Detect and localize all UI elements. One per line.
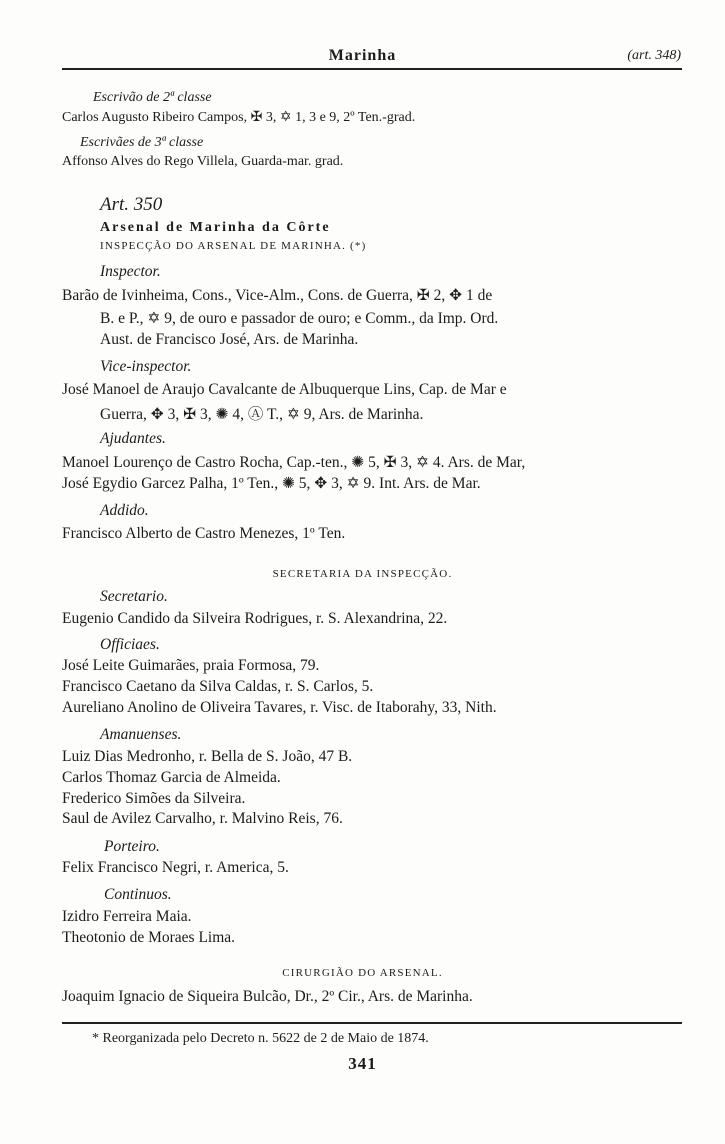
entry-eugenio-candido: Eugenio Candido da Silveira Rodrigues, r. S. Alexandrina, 22. xyxy=(62,610,448,627)
article-title: Arsenal de Marinha da Côrte xyxy=(100,220,331,235)
entry-manoel-lourenco: Manoel Lourenço de Castro Rocha, Cap.-ten., ✺ 5, ✠ 3, ✡ 4. Ars. de Mar, xyxy=(62,454,526,471)
entry-frederico-simoes: Frederico Simões da Silveira. xyxy=(62,790,246,807)
role-vice-inspector: Vice-inspector. xyxy=(100,358,192,375)
entry-francisco-alberto: Francisco Alberto de Castro Menezes, 1º Ten. xyxy=(62,525,346,542)
section-cirurgiao: CIRURGIÃO DO ARSENAL. xyxy=(282,967,443,979)
entry-jose-egydio: José Egydio Garcez Palha, 1º Ten., ✺ 5, ✥ 3, ✡ 9. Int. Ars. de Mar. xyxy=(62,475,481,492)
subsection-inspeccao: INSPECÇÃO DO ARSENAL DE MARINHA. (*) xyxy=(100,240,367,252)
running-header-title: Marinha xyxy=(328,47,397,64)
entry-luiz-dias: Luiz Dias Medronho, r. Bella de S. João, 47 B. xyxy=(62,748,353,765)
role-inspector: Inspector. xyxy=(100,263,161,280)
role-escrivao-2: Escrivão de 2ª classe xyxy=(93,90,212,105)
entry-felix-francisco: Felix Francisco Negri, r. America, 5. xyxy=(62,859,289,876)
footnote-rule xyxy=(62,1022,682,1024)
article-number: Art. 350 xyxy=(100,194,163,215)
entry-barao-ivinheima: Barão de Ivinheima, Cons., Vice-Alm., Cons. de Guerra, ✠ 2, ✥ 1 de xyxy=(62,287,493,304)
role-officiaes: Officiaes. xyxy=(100,636,160,653)
section-secretaria: SECRETARIA DA INSPECÇÃO. xyxy=(272,568,453,580)
role-porteiro: Porteiro. xyxy=(104,838,160,855)
footnote: * Reorganizada pelo Decreto n. 5622 de 2 de Maio de 1874. xyxy=(92,1031,429,1046)
running-header-article: (art. 348) xyxy=(627,48,681,63)
entry-saul-avilez: Saul de Avilez Carvalho, r. Malvino Reis, 76. xyxy=(62,810,343,827)
entry-barao-ivinheima-cont-2: Aust. de Francisco José, Ars. de Marinha. xyxy=(100,331,359,348)
entry-carlos-augusto: Carlos Augusto Ribeiro Campos, ✠ 3, ✡ 1, 3 e 9, 2º Ten.-grad. xyxy=(62,110,416,125)
entry-aureliano-anolino: Aureliano Anolino de Oliveira Tavares, r. Visc. de Itaborahy, 33, Nith. xyxy=(62,699,497,716)
role-secretario: Secretario. xyxy=(100,588,168,605)
role-ajudantes: Ajudantes. xyxy=(100,430,166,447)
entry-theotonio-moraes: Theotonio de Moraes Lima. xyxy=(62,929,236,946)
role-amanuenses: Amanuenses. xyxy=(100,726,182,743)
entry-jose-manoel: José Manoel de Araujo Cavalcante de Albuquerque Lins, Cap. de Mar e xyxy=(62,381,507,398)
entry-francisco-caetano: Francisco Caetano da Silva Caldas, r. S. Carlos, 5. xyxy=(62,678,374,695)
page-number: 341 xyxy=(348,1054,377,1073)
entry-joaquim-ignacio: Joaquim Ignacio de Siqueira Bulcão, Dr., 2º Cir., Ars. de Marinha. xyxy=(62,988,473,1005)
entry-affonso-alves: Affonso Alves do Rego Villela, Guarda-mar. grad. xyxy=(62,154,344,169)
entry-jose-leite: José Leite Guimarães, praia Formosa, 79. xyxy=(62,657,320,674)
entry-barao-ivinheima-cont-1: B. e P., ✡ 9, de ouro e passador de ouro; e Comm., da Imp. Ord. xyxy=(100,310,499,327)
entry-jose-manoel-cont: Guerra, ✥ 3, ✠ 3, ✺ 4, Ⓐ T., ✡ 9, Ars. de Marinha. xyxy=(100,406,424,423)
header-rule xyxy=(62,68,682,70)
role-escrivaes-3: Escrivães de 3ª classe xyxy=(80,135,204,150)
entry-carlos-thomaz: Carlos Thomaz Garcia de Almeida. xyxy=(62,769,281,786)
entry-izidro-ferreira: Izidro Ferreira Maia. xyxy=(62,908,192,925)
role-addido: Addido. xyxy=(100,502,149,519)
role-continuos: Continuos. xyxy=(104,886,172,903)
